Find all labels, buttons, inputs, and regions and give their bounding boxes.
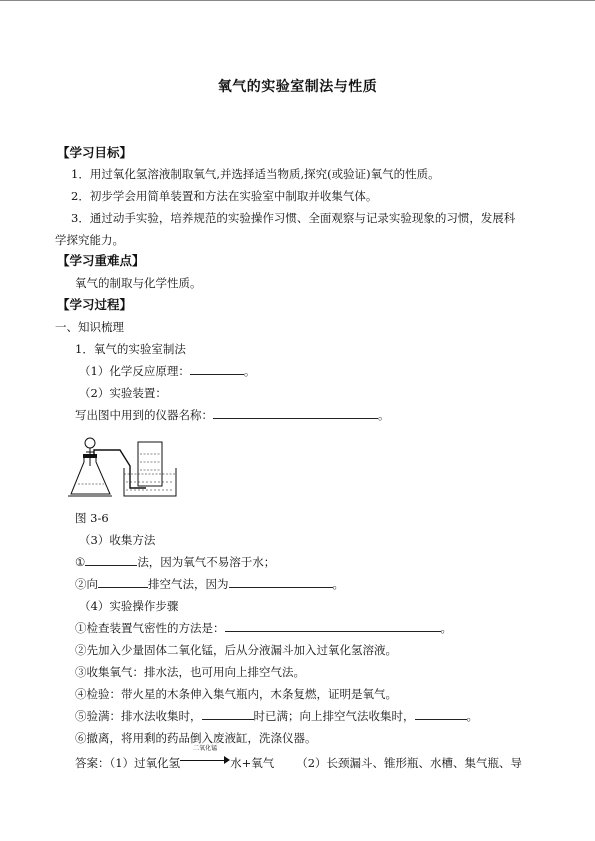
collection-line-1 [0,555,595,569]
objective-item-2: 2．初步学会用简单装置和方法在实验室中制取并收集气体。 [71,189,378,203]
collection-2-end: 。 [332,577,344,591]
apparatus-prompt: 写出图中用到的仪器名称： [75,408,213,422]
step-5-mid: 时已满；向上排空气法收集时， [253,709,415,723]
collection-2-mid: 排空气法，因为 [148,577,229,591]
step-1-end: 。 [440,621,452,635]
collection-line-2 [0,577,595,591]
apparatus-end: 。 [378,408,390,422]
funnel-bulb [85,438,95,448]
step-5-end: 。 [466,709,478,723]
apparatus-blank[interactable] [213,408,378,419]
answer-label: 答案：（1）过氧化氢 [75,756,181,770]
answer-part-2: （2）长颈漏斗、锥形瓶、水槽、集气瓶、导 [296,756,523,770]
step-2: ②先加入少量固体二氧化锰，后从分液漏斗加入过氧化氢溶液。 [75,643,397,657]
collection-2-pre: ②向 [75,577,98,591]
gas-collecting-bottle [138,442,162,486]
step-5 [0,709,595,723]
objective-item-3: 3．通过动手实验，培养规范的实验操作习惯、全面观察与记录实验现象的习惯，发展科 [71,211,516,225]
collection-2-blank-a[interactable] [98,577,148,588]
objective-item-1: 1．用过氧化氢溶液制取氧气,并选择适当物质,探究(或验证)氧气的性质。 [71,167,440,181]
figure-caption: 图 3-6 [75,511,109,525]
key-points-text: 氧气的制取与化学性质。 [75,276,202,290]
step-5-pre: ⑤验满：排水法收集时， [75,709,202,723]
objectives-heading: 【学习目标】 [57,145,133,160]
principle-line [0,364,595,378]
key-points-heading: 【学习重难点】 [57,253,145,268]
arrow-head-icon [224,756,230,764]
step-4: ④检验：带火星的木条伸入集气瓶内，木条复燃，证明是氧气。 [75,687,397,701]
collection-label: （3）收集方法 [79,533,156,547]
reaction-arrow [180,745,230,767]
step-1-blank[interactable] [225,621,441,632]
principle-label: （1）化学反应原理： [79,364,190,378]
step-1-pre: ①检查装置气密性的方法是： [75,621,225,635]
page-title: 氧气的实验室制法与性质 [217,79,378,95]
arrow-condition: 二氧化锰 [193,745,218,752]
apparatus-label: （2）实验装置： [79,386,167,400]
part-one-heading: 一、知识梳理 [55,320,124,334]
principle-end: 。 [243,364,256,378]
apparatus-prompt-line [0,408,595,422]
flask-stopper [83,454,97,458]
collection-1-post: 法，因为氧气不易溶于水； [137,555,276,569]
collection-1-blank[interactable] [85,555,137,566]
step-5-blank-a[interactable] [202,709,254,720]
collection-2-blank-b[interactable] [229,577,333,588]
page-top-border [0,0,595,1]
objective-item-3-cont: 学探究能力。 [55,233,124,247]
topic-heading: 1．氧气的实验室制法 [75,342,186,356]
step-5-blank-b[interactable] [415,709,467,720]
steps-label: （4）实验操作步骤 [79,599,179,613]
step-1 [0,621,595,635]
answer-products: 水+氧气 [230,756,275,770]
collection-1-pre: ① [75,555,86,569]
process-heading: 【学习过程】 [57,297,133,312]
apparatus-diagram [68,432,186,500]
step-6: ⑥撤离，将用剩的药品倒入废液缸，洗涤仪器。 [75,731,317,745]
step-3: ③收集氧气：排水法，也可用向上排空气法。 [75,665,305,679]
principle-blank[interactable] [190,364,244,375]
answer-line [0,745,595,770]
